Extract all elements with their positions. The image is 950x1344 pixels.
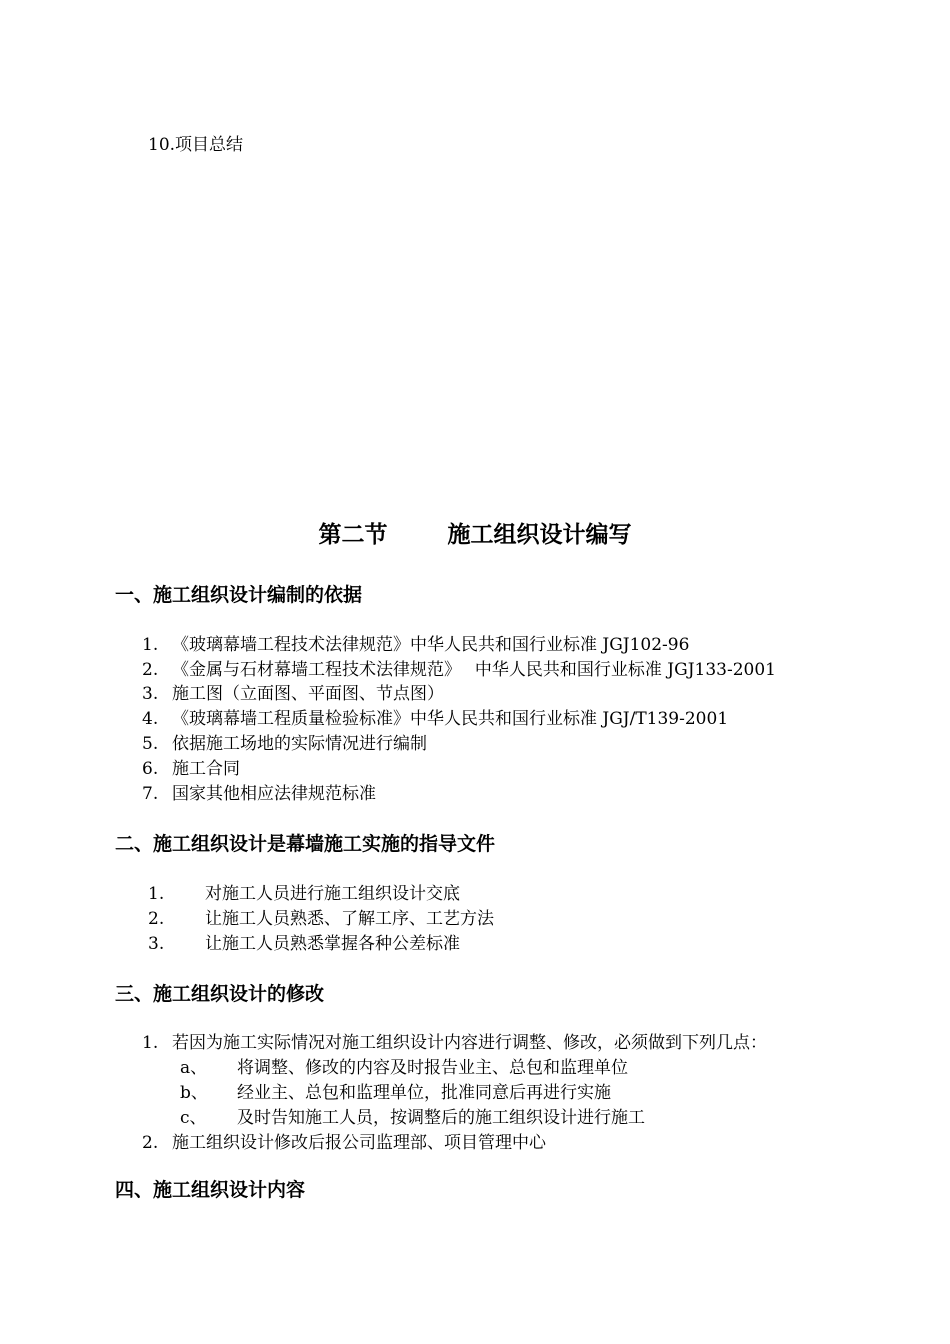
heading-guidance: 二、施工组织设计是幕墙施工实施的指导文件	[115, 833, 496, 855]
list-item: 2. 让施工人员熟悉、了解工序、工艺方法	[148, 909, 494, 929]
sub-list-item: c、 及时告知施工人员，按调整后的施工组织设计进行施工	[180, 1108, 645, 1128]
list-item: 1. 对施工人员进行施工组织设计交底	[148, 884, 460, 904]
heading-basis: 一、施工组织设计编制的依据	[115, 584, 363, 606]
section-number: 第二节	[318, 522, 388, 548]
heading-modification: 三、施工组织设计的修改	[115, 983, 325, 1005]
sub-list-item: b、 经业主、总包和监理单位，批准同意后再进行实施	[180, 1083, 611, 1103]
section-name: 施工组织设计编写	[447, 522, 632, 548]
list-item: 3. 施工图（立面图、平面图、节点图）	[142, 684, 444, 704]
list-item: 7. 国家其他相应法律规范标准	[142, 784, 376, 804]
top-list-item: 10.项目总结	[148, 135, 244, 155]
sub-list-item: a、 将调整、修改的内容及时报告业主、总包和监理单位	[180, 1058, 628, 1078]
list-item: 1. 若因为施工实际情况对施工组织设计内容进行调整、修改，必须做到下列几点：	[142, 1033, 767, 1053]
list-item: 4. 《玻璃幕墙工程质量检验标准》中华人民共和国行业标准 JGJ/T139-2001	[142, 709, 729, 729]
list-item: 3. 让施工人员熟悉掌握各种公差标准	[148, 934, 460, 954]
heading-content: 四、施工组织设计内容	[115, 1179, 306, 1201]
list-item: 2. 《金属与石材幕墙工程技术法律规范》 中华人民共和国行业标准 JGJ133-2001	[142, 660, 776, 680]
section-title	[0, 520, 950, 550]
list-item: 6. 施工合同	[142, 759, 240, 779]
list-item: 2. 施工组织设计修改后报公司监理部、项目管理中心	[142, 1133, 546, 1153]
list-item: 5. 依据施工场地的实际情况进行编制	[142, 734, 427, 754]
list-item: 1. 《玻璃幕墙工程技术法律规范》中华人民共和国行业标准 JGJ102-96	[142, 635, 690, 655]
